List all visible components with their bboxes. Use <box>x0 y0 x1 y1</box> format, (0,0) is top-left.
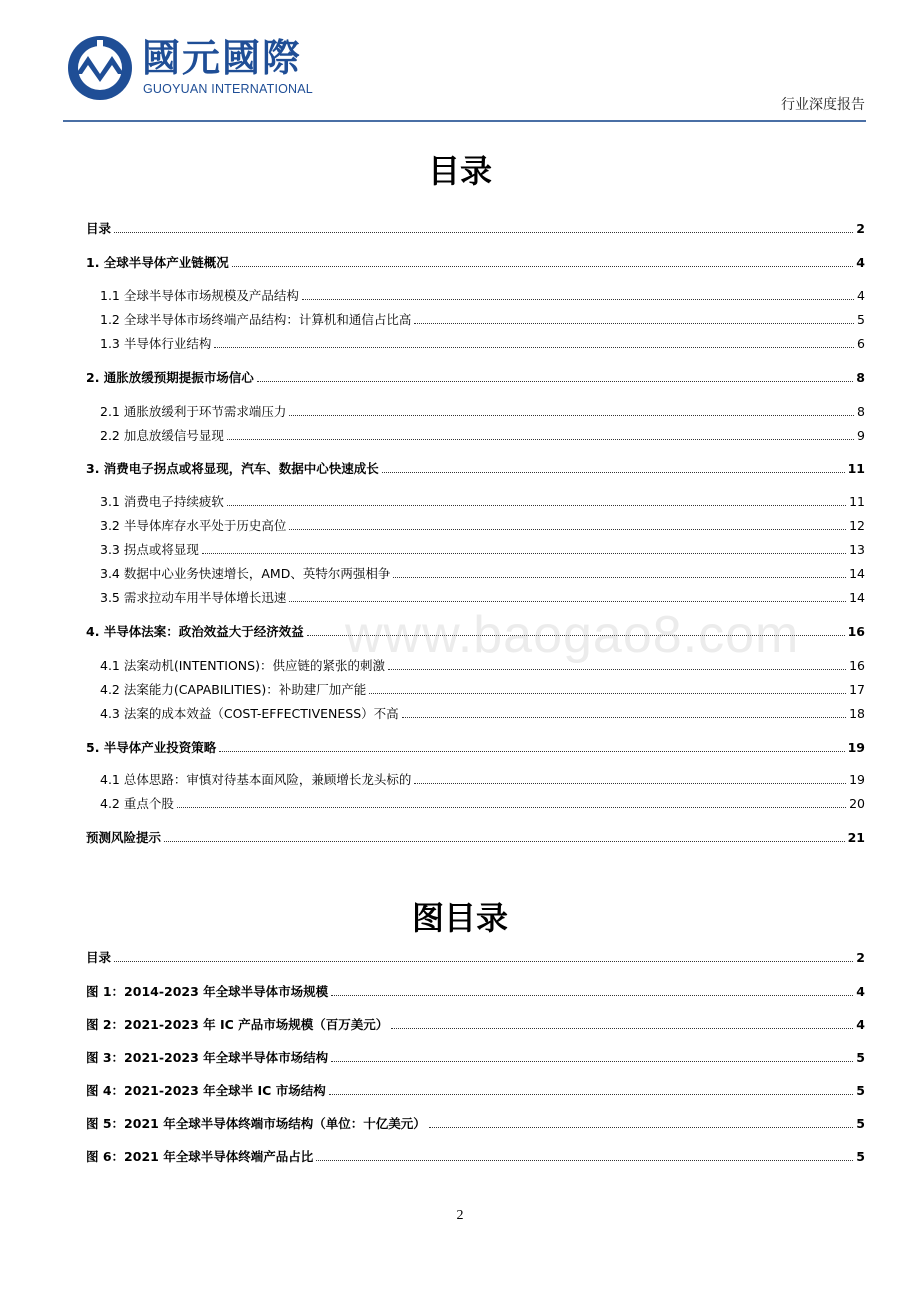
dot-leader <box>164 841 845 842</box>
toc-subentry-page: 5 <box>857 312 865 327</box>
toc-heading: 目录 <box>427 152 492 190</box>
toc-subentry-page: 20 <box>849 796 865 811</box>
dot-leader <box>429 1127 854 1128</box>
figure-entry[interactable] <box>86 1013 865 1033</box>
dot-leader <box>289 529 846 530</box>
toc-subentry-title: 2.1 通胀放缓利于环节需求端压力 <box>100 404 287 419</box>
toc-subentry-page: 14 <box>849 590 865 605</box>
toc-subentry-title: 3.2 半导体库存水平处于历史高位 <box>100 518 287 533</box>
toc-subentry[interactable] <box>86 490 865 510</box>
dot-leader <box>227 505 846 506</box>
dot-leader <box>369 693 846 694</box>
dot-leader <box>232 266 853 267</box>
figure-entry-title: 图 5：2021 年全球半导体终端市场结构（单位：十亿美元） <box>86 1116 426 1131</box>
toc-subentry-title: 4.3 法案的成本效益（COST-EFFECTIVENESS）不高 <box>100 706 399 721</box>
dot-leader <box>331 1061 853 1062</box>
toc-subentry[interactable] <box>86 768 865 788</box>
toc-entry-title: 4. 半导体法案：政治效益大于经济效益 <box>86 624 304 639</box>
toc-entry-page: 8 <box>856 370 865 385</box>
toc-entry-page: 2 <box>856 221 865 236</box>
figure-entry[interactable] <box>86 1046 865 1066</box>
dot-leader <box>114 961 853 962</box>
guoyuan-logo-icon <box>66 34 134 102</box>
toc-subentry[interactable] <box>86 514 865 534</box>
figure-entry-page: 5 <box>856 1149 865 1164</box>
dot-leader <box>331 995 853 996</box>
header-divider <box>63 120 866 122</box>
toc-entry-page: 16 <box>847 624 865 639</box>
toc-subentry-page: 9 <box>857 428 865 443</box>
dot-leader <box>219 751 844 752</box>
toc-subentry-page: 13 <box>849 542 865 557</box>
toc-subentry-page: 12 <box>849 518 865 533</box>
dot-leader <box>114 232 853 233</box>
toc-entry-page: 19 <box>847 740 865 755</box>
figure-entry[interactable] <box>86 1112 865 1132</box>
toc-subentry-page: 17 <box>849 682 865 697</box>
dot-leader <box>289 415 854 416</box>
figure-list-heading: 图目录 <box>411 899 508 937</box>
figure-entry-page: 5 <box>856 1083 865 1098</box>
figure-entry[interactable] <box>86 946 865 966</box>
figure-entry-page: 4 <box>856 984 865 999</box>
toc-entry-title: 2. 通胀放缓预期提振市场信心 <box>86 370 254 385</box>
toc-entry-title: 1. 全球半导体产业链概况 <box>86 255 229 270</box>
toc-subentry[interactable] <box>86 678 865 698</box>
toc-entry[interactable] <box>86 826 865 846</box>
figure-entry-page: 4 <box>856 1017 865 1032</box>
dot-leader <box>227 439 854 440</box>
dot-leader <box>393 577 846 578</box>
toc-subentry-title: 1.3 半导体行业结构 <box>100 336 212 351</box>
toc-subentry[interactable] <box>86 538 865 558</box>
figure-entry[interactable] <box>86 1145 865 1165</box>
toc-subentry-title: 4.1 法案动机(INTENTIONS)：供应链的紧张的刺激 <box>100 658 385 673</box>
toc-subentry-title: 1.1 全球半导体市场规模及产品结构 <box>100 288 299 303</box>
toc-entry[interactable] <box>86 366 865 386</box>
toc-entry-title: 目录 <box>86 221 112 236</box>
toc-entry-title: 5. 半导体产业投资策略 <box>86 740 217 755</box>
figure-entry-page: 5 <box>856 1116 865 1131</box>
report-type-label: 行业深度报告 <box>781 97 865 113</box>
dot-leader <box>388 669 846 670</box>
toc-subentry-title: 3.5 需求拉动车用半导体增长迅速 <box>100 590 287 605</box>
toc-subentry-page: 4 <box>857 288 865 303</box>
figure-entry-title: 图 4：2021-2023 年全球半 IC 市场结构 <box>86 1083 326 1098</box>
toc-subentry-title: 3.1 消费电子持续疲软 <box>100 494 224 509</box>
page-header <box>0 0 920 130</box>
dot-leader <box>414 323 854 324</box>
toc-entry-title: 3. 消费电子拐点或将显现，汽车、数据中心快速成长 <box>86 461 379 476</box>
toc-subentry-page: 6 <box>857 336 865 351</box>
dot-leader <box>316 1160 853 1161</box>
dot-leader <box>202 553 846 554</box>
toc-entry-page: 11 <box>847 461 865 476</box>
figure-entry[interactable] <box>86 980 865 1000</box>
toc-entry[interactable] <box>86 457 865 477</box>
figure-entry-title: 图 6：2021 年全球半导体终端产品占比 <box>86 1149 314 1164</box>
toc-subentry[interactable] <box>86 284 865 304</box>
brand-name-en: GUOYUAN INTERNATIONAL <box>143 82 313 96</box>
toc-subentry-title: 4.1 总体思路：审慎对待基本面风险，兼顾增长龙头标的 <box>100 772 412 787</box>
dot-leader <box>302 299 854 300</box>
watermark: www.baogao8.com <box>345 606 800 664</box>
toc-entry[interactable] <box>86 217 865 237</box>
toc-subentry-page: 14 <box>849 566 865 581</box>
toc-entry-page: 21 <box>847 830 865 845</box>
toc-entry-page: 4 <box>856 255 865 270</box>
toc-subentry[interactable] <box>86 332 865 352</box>
figure-entry-title: 图 1：2014-2023 年全球半导体市场规模 <box>86 984 329 999</box>
dot-leader <box>414 783 846 784</box>
figure-entry-title: 图 3：2021-2023 年全球半导体市场结构 <box>86 1050 329 1065</box>
toc-subentry-title: 3.3 拐点或将显现 <box>100 542 199 557</box>
toc-subentry[interactable] <box>86 308 865 328</box>
toc-entry[interactable] <box>86 736 865 756</box>
toc-subentry-page: 8 <box>857 404 865 419</box>
figure-entry-page: 2 <box>856 950 865 965</box>
toc-subentry-title: 2.2 加息放缓信号显现 <box>100 428 224 443</box>
figure-entry-title: 目录 <box>86 950 112 965</box>
toc-subentry-page: 16 <box>849 658 865 673</box>
toc-subentry[interactable] <box>86 702 865 722</box>
toc-subentry-title: 4.2 重点个股 <box>100 796 174 811</box>
toc-subentry-page: 19 <box>849 772 865 787</box>
figure-entry-page: 5 <box>856 1050 865 1065</box>
toc-subentry-page: 11 <box>849 494 865 509</box>
dot-leader <box>289 601 846 602</box>
dot-leader <box>177 807 846 808</box>
dot-leader <box>329 1094 854 1095</box>
figure-entry[interactable] <box>86 1079 865 1099</box>
dot-leader <box>391 1028 853 1029</box>
toc-subentry-title: 1.2 全球半导体市场终端产品结构：计算机和通信占比高 <box>100 312 412 327</box>
toc-subentry-page: 18 <box>849 706 865 721</box>
toc-subentry[interactable] <box>86 424 865 444</box>
dot-leader <box>382 472 845 473</box>
toc-subentry[interactable] <box>86 562 865 582</box>
toc-subentry-title: 3.4 数据中心业务快速增长，AMD、英特尔两强相争 <box>100 566 391 581</box>
toc-subentry[interactable] <box>86 586 865 606</box>
page-number: 2 <box>456 1208 464 1223</box>
toc-subentry[interactable] <box>86 792 865 812</box>
toc-subentry[interactable] <box>86 400 865 420</box>
dot-leader <box>214 347 854 348</box>
figure-entry-title: 图 2：2021-2023 年 IC 产品市场规模（百万美元） <box>86 1017 389 1032</box>
brand-name-cn: 國元國際 <box>142 36 303 80</box>
dot-leader <box>257 381 853 382</box>
dot-leader <box>402 717 846 718</box>
toc-subentry-title: 4.2 法案能力(CAPABILITIES)：补助建厂加产能 <box>100 682 367 697</box>
toc-entry-title: 预测风险提示 <box>86 830 162 845</box>
toc-entry[interactable] <box>86 251 865 271</box>
